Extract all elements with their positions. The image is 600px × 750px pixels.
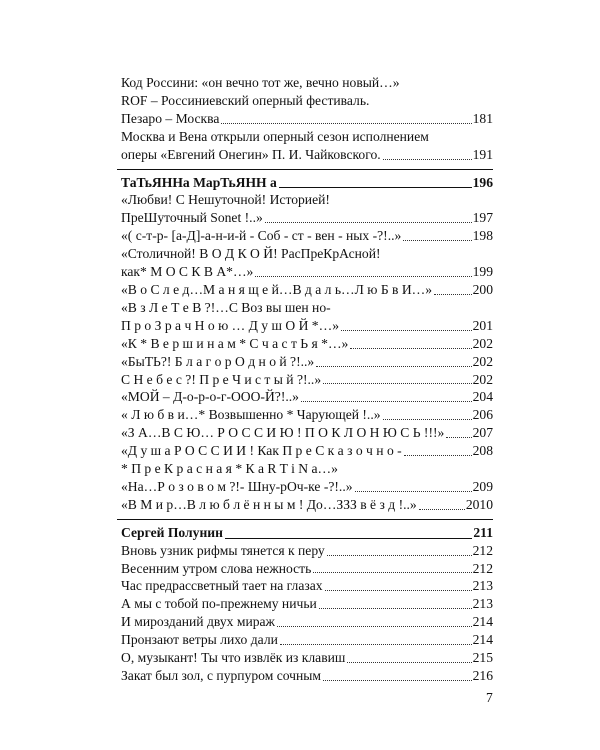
entry-page: 2010 [465, 496, 493, 512]
leader-dots [327, 554, 472, 556]
toc-entry[interactable] [121, 631, 493, 649]
toc-entry[interactable] [121, 281, 493, 299]
toc-entry[interactable] [121, 353, 493, 371]
section-divider [117, 169, 493, 170]
entry-page: 207 [472, 425, 493, 441]
section-divider [117, 519, 493, 520]
entry-page: 208 [472, 443, 493, 459]
toc-entry[interactable] [121, 478, 493, 496]
leader-dots [341, 329, 472, 331]
toc-text-line: «Любви! С Нешуточной! Историей! [121, 192, 330, 208]
toc-entry[interactable] [121, 406, 493, 424]
entry-title: «Д у ш а Р О С С И И ! Как П р е С к а з о ч н о - [121, 443, 402, 459]
toc-entry[interactable] [121, 146, 493, 164]
entry-page: 214 [472, 614, 493, 630]
toc-entry[interactable] [121, 209, 493, 227]
toc-entry[interactable] [121, 649, 493, 667]
author-page: 211 [473, 524, 493, 540]
entry-title: Пронзают ветры лихо дали [121, 632, 278, 648]
toc-text-line: Москва и Вена открыли оперный сезон исполнением [121, 128, 429, 144]
toc-entry[interactable] [121, 371, 493, 389]
toc-entry[interactable] [121, 613, 493, 631]
toc-text-line: «В з Л е Т е В ?!…С Воз вы шен но- [121, 299, 331, 315]
entry-title: Закат был зол, с пурпуром сочным [121, 668, 322, 683]
entry-page: 214 [472, 632, 493, 648]
leader-dots [280, 643, 472, 645]
entry-title: «На…Р о з о в о м ?!- Шну-рОч-ке -?!..» [121, 478, 353, 494]
leader-dots [221, 122, 471, 124]
leader-dots [255, 275, 471, 277]
toc-entry[interactable] [121, 227, 493, 245]
entry-page: 209 [472, 478, 493, 494]
author-rule [225, 537, 472, 539]
entry-title: оперы «Евгений Онегин» П. И. Чайковского. [121, 146, 381, 162]
author-page: 196 [472, 174, 493, 190]
author-rule [279, 186, 472, 188]
leader-dots [265, 221, 472, 223]
entry-title: «К * В е р ш и н а м * С ч а с т Ь я *…» [121, 335, 349, 351]
leader-dots [350, 347, 471, 349]
entry-page: 213 [472, 596, 493, 612]
entry-title: как* М О С К В А*…» [121, 264, 254, 280]
toc-text-line: ROF – Россиниевский оперный фестиваль. [121, 92, 370, 108]
entry-page: 206 [472, 407, 493, 423]
entry-title: ПреШуточный Sonet !..» [121, 210, 263, 226]
entry-page: 202 [472, 353, 493, 369]
toc-entry[interactable] [121, 110, 493, 128]
leader-dots [355, 490, 472, 492]
leader-dots [323, 382, 471, 384]
entry-page: 197 [472, 210, 493, 226]
entry-page: 202 [472, 335, 493, 351]
entry-title: О, музыкант! Ты что извлёк из клавиш [121, 650, 346, 666]
entry-title: «БыТЬ?! Б л а г о р О д н о й ?!..» [121, 353, 315, 369]
toc-entry[interactable] [121, 595, 493, 613]
entry-title: А мы с тобой по-прежнему ничьи [121, 596, 317, 612]
author-name: ТаТьЯННа МарТьЯНН а [121, 174, 277, 190]
leader-dots [434, 293, 472, 295]
entry-title: Вновь узник рифмы тянется к перу [121, 542, 325, 558]
toc-text-line: «Столичной! В О Д К О Й! РасПреКрАсной! [121, 246, 381, 262]
entry-title: «В о С л е д…М а н я щ е й…В д а л ь…Л ю Б в И…» [121, 281, 433, 297]
leader-dots [419, 508, 465, 510]
toc-entry[interactable] [121, 667, 493, 685]
entry-page: 213 [472, 578, 493, 594]
entry-page: 216 [472, 668, 493, 683]
entry-page: 212 [472, 542, 493, 558]
leader-dots [319, 607, 472, 609]
toc-text-line: Код Россини: «он вечно тот же, вечно новый…» [121, 75, 400, 90]
leader-dots [313, 571, 471, 573]
entry-page: 212 [472, 560, 493, 576]
toc-entry[interactable] [121, 577, 493, 595]
entry-page: 191 [472, 146, 493, 162]
author-heading[interactable] [121, 524, 493, 542]
entry-title: П р о З р а ч Н о ю … Д у ш О Й *…» [121, 317, 339, 333]
page-number: 7 [486, 690, 493, 705]
leader-dots [383, 158, 472, 160]
toc-entry[interactable] [121, 542, 493, 560]
entry-page: 201 [472, 317, 493, 333]
leader-dots [301, 400, 472, 402]
entry-title: С Н е б е с ?! П р е Ч и с т ы й ?!..» [121, 371, 322, 387]
toc-entry[interactable] [121, 335, 493, 353]
author-heading[interactable] [121, 174, 493, 192]
entry-title: «З А…В С Ю… Р О С С И Ю ! П О К Л О Н Ю С Ь !!!» [121, 425, 445, 441]
table-of-contents [121, 74, 493, 685]
entry-page: 200 [472, 281, 493, 297]
leader-dots [323, 679, 472, 681]
leader-dots [383, 418, 472, 420]
toc-text-line: * П р е К р а с н а я * К а R T i N а…» [121, 461, 338, 477]
entry-page: 215 [472, 650, 493, 666]
leader-dots [446, 436, 471, 438]
author-name: Сергей Полунин [121, 524, 223, 540]
leader-dots [316, 365, 471, 367]
leader-dots [403, 239, 471, 241]
toc-entry[interactable] [121, 496, 493, 514]
entry-title: Пезаро – Москва [121, 110, 220, 126]
entry-title: И мирозданий двух мираж [121, 614, 275, 630]
entry-title: Час предрассветный тает на глазах [121, 578, 323, 594]
entry-title: «МОЙ – Д-о-р-о-г-ООО-Й?!..» [121, 389, 299, 405]
entry-title: Весенним утром слова нежность [121, 560, 312, 576]
toc-entry[interactable] [121, 317, 493, 335]
leader-dots [404, 454, 472, 456]
toc-entry[interactable] [121, 560, 493, 578]
entry-page: 202 [472, 371, 493, 387]
entry-page: 181 [472, 110, 493, 126]
entry-title: « Л ю б в и…* Возвышенно * Чарующей !..» [121, 407, 381, 423]
leader-dots [347, 661, 471, 663]
toc-entry[interactable] [121, 263, 493, 281]
entry-title: «( с-т-р- [а-Д]-а-н-и-й - Соб - ст - вен - ных -?!..» [121, 228, 402, 244]
toc-entry[interactable] [121, 388, 493, 406]
leader-dots [325, 589, 472, 591]
leader-dots [277, 625, 472, 627]
entry-page: 198 [472, 228, 493, 244]
entry-title: «В М и р…В л ю б л ё н н ы м ! До…ЗЗЗ в ё з д !..» [121, 496, 417, 512]
entry-page: 204 [472, 389, 493, 405]
entry-page: 199 [472, 264, 493, 280]
toc-entry[interactable] [121, 442, 493, 460]
toc-entry[interactable] [121, 424, 493, 442]
